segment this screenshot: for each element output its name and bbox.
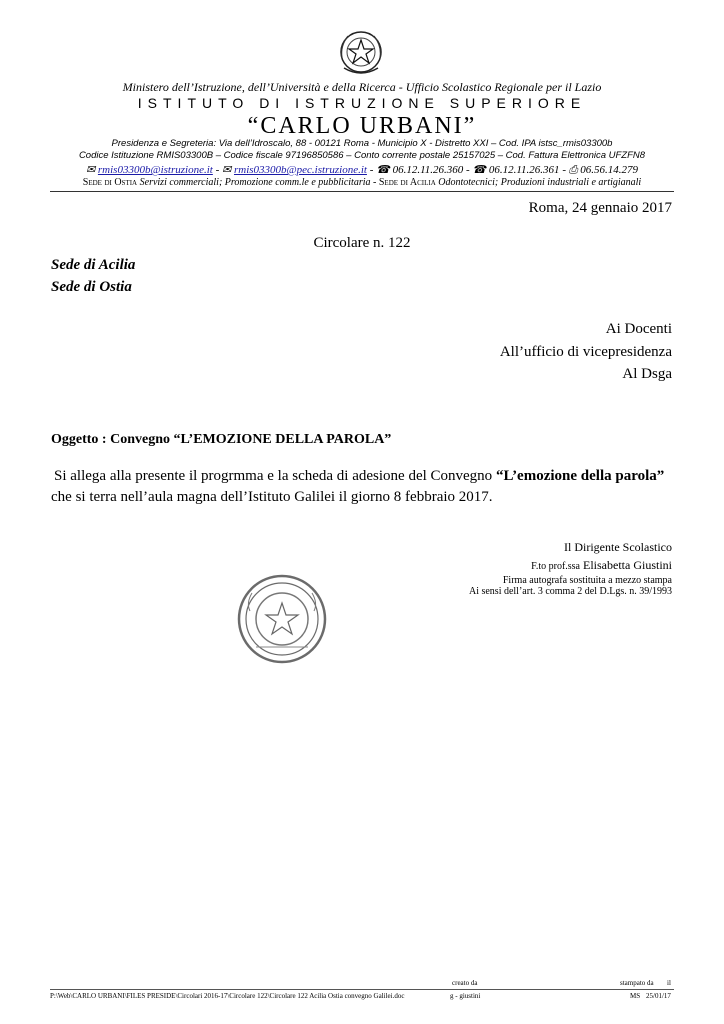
footer-created-label: creato da: [452, 979, 478, 987]
circular-number: Circolare n. 122: [313, 235, 411, 251]
mail-icon: ✉: [85, 164, 96, 176]
recipient: Ai Docenti: [605, 321, 672, 337]
phone-icon: ☎: [472, 164, 487, 176]
footer-divider: [50, 989, 674, 990]
body-text: Si allega alla presente il progrmma e la scheda di adesione del Convegno: [54, 468, 496, 484]
body-line-1: [54, 468, 664, 485]
codes-line: Codice Istituzione RMIS03300B – Codice fiscale 97196850586 – Conto corrente postale 25157025 – Cod. Fattura Elettronica UFZFN8: [78, 150, 646, 161]
letter-date: Roma, 24 gennaio 2017: [528, 200, 672, 216]
contacts-line: ✉ rmis03300b@istruzione.it - ✉ rmis03300b@pec.istruzione.it - ☎ 06.12.11.26.360 - ☎ 06.12.11.26.361 - ⎙ 06.56.14.279: [85, 164, 639, 176]
footer-created-by: g - giustini: [450, 992, 481, 1000]
recipient: All’ufficio di vicepresidenza: [499, 344, 672, 360]
addressee-sede-2: Sede di Ostia: [51, 279, 132, 295]
signature-note-2: Ai sensi dell’art. 3 comma 2 del D.Lgs. n. 39/1993: [468, 586, 672, 597]
sede-acilia-label: Sede di Acilia: [378, 177, 436, 188]
signature-prefix: F.to prof.ssa: [531, 561, 580, 572]
header-divider: [50, 191, 674, 192]
addressee-sede-1: Sede di Acilia: [51, 257, 136, 273]
phone-icon: ☎: [376, 164, 390, 176]
body-line-2: che si terra nell’aula magna dell’Istituto Galilei il giorno 8 febbraio 2017.: [51, 489, 493, 505]
institute-name: “CARLO URBANI”: [247, 113, 477, 139]
sede-acilia-desc: Odontotecnici; Produzioni industriali e artigianali: [438, 177, 642, 188]
subject-line: Oggetto : Convegno “L’EMOZIONE DELLA PAROLA”: [51, 432, 392, 447]
institute-type: ISTITUTO DI ISTRUZIONE SUPERIORE: [137, 95, 587, 111]
recipient: Al Dsga: [622, 366, 672, 382]
fax-number: 06.56.14.279: [580, 164, 639, 176]
footer-file-path: P:\Web\CARLO URBANI\FILES PRESIDE\Circolari 2016-17\Circolare 122\Circolare 122 Acilia Ostia convegno Galilei.doc: [50, 992, 405, 1000]
pec-icon: ✉: [222, 164, 232, 176]
school-stamp-icon: [236, 573, 328, 665]
sedi-line: Sede di Ostia Servizi commerciali; Promozione comm.le e pubblicitaria - Sede di Acilia Odontotecnici; Produzioni industriali e artigianali: [82, 177, 642, 188]
footer-printed-on: 25/01/17: [646, 992, 671, 1000]
footer-printed-by: MS: [630, 992, 641, 1000]
footer-printed-label: stampato da: [620, 979, 654, 987]
footer-il-label: il: [667, 979, 671, 987]
pec-link[interactable]: rmis03300b@pec.istruzione.it: [233, 164, 367, 176]
fax-icon: ⎙: [568, 164, 578, 176]
email-link[interactable]: rmis03300b@istruzione.it: [97, 164, 213, 176]
signature-note-1: Firma autografa sostituita a mezzo stampa: [502, 575, 672, 586]
phone-1: 06.12.11.26.360: [392, 164, 464, 176]
address-line: Presidenza e Segreteria: Via dell’Idroscalo, 88 - 00121 Roma - Municipio X - Distretto XXI – Cod. IPA istsc_rmis03300b: [111, 138, 613, 149]
sede-ostia-label: Sede di Ostia: [82, 177, 138, 188]
signature-role: Il Dirigente Scolastico: [564, 540, 672, 554]
italian-republic-emblem-icon: [336, 28, 386, 78]
signature-name-line: [531, 558, 672, 573]
signature-name: Elisabetta Giustini: [583, 558, 672, 572]
event-title: “L’emozione della parola”: [495, 468, 665, 484]
phone-2: 06.12.11.26.361: [488, 164, 560, 176]
sede-ostia-desc: Servizi commerciali; Promozione comm.le e pubblicitaria: [139, 177, 371, 188]
ministry-line: Ministero dell’Istruzione, dell’Università e della Ricerca - Ufficio Scolastico Regionale per il Lazio: [122, 80, 602, 94]
